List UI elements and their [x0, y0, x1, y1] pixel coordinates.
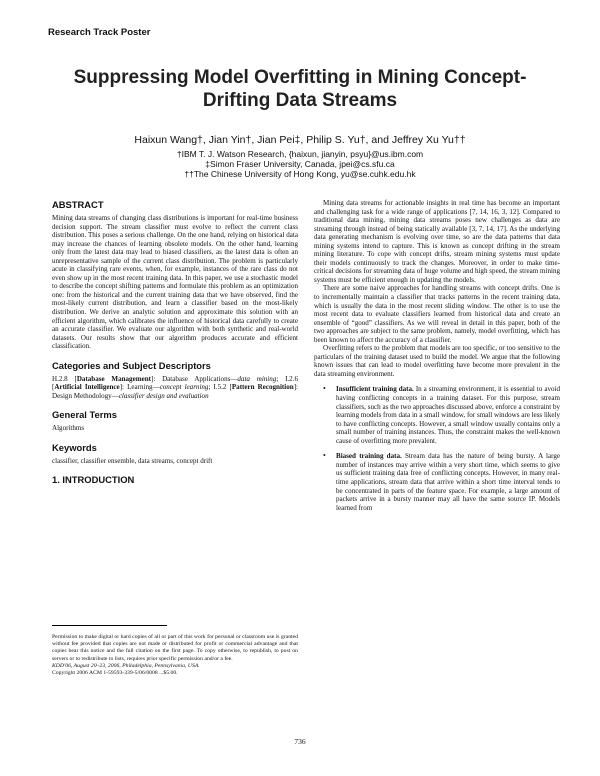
general-terms-heading: General Terms: [52, 409, 117, 421]
affiliation-ibm: †IBM T. J. Watson Research, {haixun, jianyin, psyu}@us.ibm.com: [176, 149, 424, 159]
intro-paragraph: There are some naive approaches for handling streams with concept drifts. One is to incrementally maintain a classifier that tracks patterns in the recent training data, which is usually the data in the most recent sliding window. The other is to use the most recent data to evaluate classifiers learned from historical data and create an ensemble of “good” classifiers. As we will reveal in detail in this paper, both of the two approaches are subject to the same problem, namely, model overfitting, which has been known to affect the accuracy of a classifier.: [314, 284, 560, 344]
intro-paragraph: Mining data streams for actionable insights in real time has become an important and challenging task for a wide range of applications [7, 14, 16, 3, 12]. Compared to traditional data mining, mining data streams poses new challenges as data are streaming through instead of being statically available [3, 7, 14, 17]. As the underlying data generating mechanism is evolving over time, so are the data patterns that data mining systems intend to capture. This is known as concept drifting in the stream mining literature. To cope with concept drifts, stream mining systems must update their models continuously to track the changes. Moreover, in order to make time-critical decisions for streaming data of huge volume and high speed, the stream mining systems must be efficient enough in updating the models.: [314, 199, 560, 284]
paper-title: Suppressing Model Overfitting in Mining Concept-Drifting Data Streams: [73, 67, 527, 111]
affiliation-cuhk: ††The Chinese University of Hong Kong, yu@se.cuhk.edu.hk: [184, 169, 416, 179]
abstract-text: Mining data streams of changing class distributions is important for real-time business decision support. The stream classifier must evolve to reflect the current class distribution. This poses a serious challenge. On the one hand, relying on historical data may increase the chances of learning obsolete models. On the other hand, learning only from the latest data may lead to biased classifiers, as the latest data is often an unrepresentative sample of the current class distribution. The problem is particularly acute in classifying rare events, when, for example, instances of the rare class do not even show up in the most recent training data. In this paper, we use a stochastic model to describe the concept shifting patterns and formulate this problem as an optimization one: from the historical and the current training data that we have observed, find the most-likely current distribution, and learn a classifier based on the most-likely distribution. We derive an analytic solution and approximate this solution with an efficient algorithm, which calibrates the influence of historical data carefully to create an accurate classifier. We evaluate our algorithm with both synthetic and real-world datasets. Our results show that our algorithm produces accurate and efficient classification.: [52, 214, 298, 351]
bullet-item: • Biased training data. Stream data has the nature of being bursty. A large number of instances may arrive within a very short time, which seems to give us sufficient training data free of conflicting concepts. However, in many real-time applications, stream data that arrive within a short time interval tends to be concentrated in parts of the feature space. For example, a large amount of packets arrive in a bursty manner may all have the same source IP. Models learned from: [323, 451, 560, 512]
categories-heading: Categories and Subject Descriptors: [52, 359, 211, 371]
keywords-heading: Keywords: [52, 441, 97, 453]
bullet-item: • Insufficient training data. In a streaming environment, it is essential to avoid having conflicting concepts in a training dataset. For this purpose, stream classifiers, such as the two approaches discussed above, enforce a constraint by learning models from data in a small window, for small windows are less likely to have conflicting concepts. However, a small window usually contains only a small number of training instances. Thus, the constraint makes the well-known cause of overfitting more prevalent.: [323, 384, 560, 445]
bullet-icon: •: [323, 384, 326, 394]
page-number: 736: [294, 737, 306, 746]
bullet-icon: •: [323, 451, 326, 461]
author-list: Haixun Wang†, Jian Yin†, Jian Pei‡, Philip S. Yu†, and Jeffrey Xu Yu††: [134, 134, 466, 146]
left-column: [52, 199, 298, 489]
footnote-rule: [52, 625, 167, 626]
keywords-text: classifier, classifier ensemble, data streams, concept drift: [52, 456, 213, 465]
track-label: Research Track Poster: [48, 27, 151, 38]
abstract-heading: ABSTRACT: [52, 199, 104, 210]
copyright-footnote: Permission to make digital or hard copies of all or part of this work for personal or classroom use is granted without fee provided that copies are not made or distributed for profit or commercial advantage and that copies bear this notice and the full citation on the first page. To copy otherwise, to republish, to post on servers or to redistribute to lists, requires prior specific permission and/or a fee. KDD'06, August 20–23, 2006, Philadelphia, Pennsylvania, USA. Copyright 2006 ACM 1-59593-339-5/06/0008 ...$5.00.: [52, 634, 298, 677]
intro-paragraph: Overfitting refers to the problem that models are too specific, or too sensitive to the particulars of the training dataset used to build the model. We argue that the following known issues that can lead to model overfitting have become more prevalent in the data streaming environment.: [314, 344, 560, 378]
affiliation-sfu: ‡Simon Fraser University, Canada, jpei@cs.sfu.ca: [205, 159, 395, 169]
categories-text: H.2.8 [Database Management]: Database Applications—data mining; I.2.6 [Artificial Intelligence]: Learning—concept learning; I.5.2 [Pattern Recognition]: Design Methodology—classifier design and evaluation: [52, 374, 298, 400]
general-terms-text: Algorithms: [52, 424, 85, 433]
right-column: [314, 199, 560, 512]
introduction-heading: 1. INTRODUCTION: [52, 474, 135, 486]
